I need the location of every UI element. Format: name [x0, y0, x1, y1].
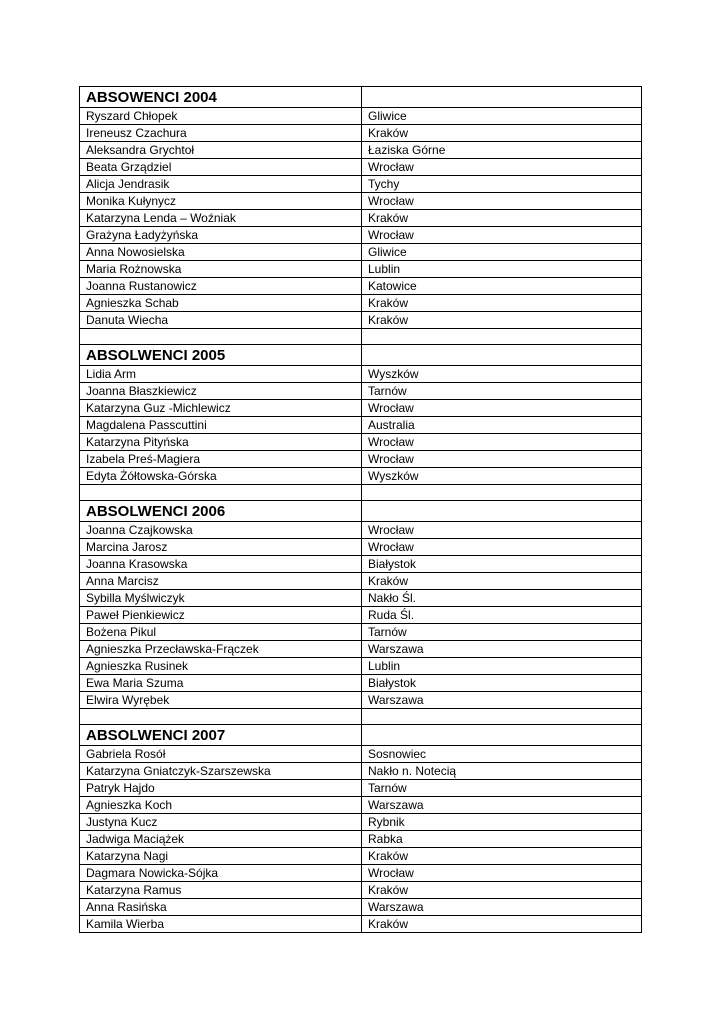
graduate-name: Monika Kułynycz: [80, 193, 362, 210]
table-row: [80, 468, 642, 485]
section-heading-row: [80, 725, 642, 746]
table-row: [80, 916, 642, 933]
graduate-name: Katarzyna Gniatczyk-Szarszewska: [80, 763, 362, 780]
graduate-city: Wrocław: [362, 193, 642, 210]
graduate-city: Wrocław: [362, 434, 642, 451]
graduate-city: Wrocław: [362, 227, 642, 244]
graduate-name: Agnieszka Przecławska-Frączek: [80, 641, 362, 658]
graduate-city: Warszawa: [362, 692, 642, 709]
table-row: [80, 658, 642, 675]
empty-cell: [80, 329, 362, 345]
graduate-city: Kraków: [362, 848, 642, 865]
empty-cell: [362, 709, 642, 725]
graduate-city: Warszawa: [362, 641, 642, 658]
table-row: [80, 227, 642, 244]
alumni-table-body: [80, 87, 642, 933]
empty-cell: [80, 709, 362, 725]
graduate-name: Gabriela Rosół: [80, 746, 362, 763]
graduate-city: Kraków: [362, 125, 642, 142]
table-row: [80, 675, 642, 692]
section-heading: ABSOLWENCI 2005: [80, 345, 362, 366]
table-row: [80, 848, 642, 865]
graduate-name: Anna Marcisz: [80, 573, 362, 590]
graduate-city: Wrocław: [362, 400, 642, 417]
table-row: [80, 899, 642, 916]
table-row: [80, 244, 642, 261]
table-row: [80, 295, 642, 312]
graduate-city: Ruda Śl.: [362, 607, 642, 624]
graduate-name: Marcina Jarosz: [80, 539, 362, 556]
table-row: [80, 746, 642, 763]
section-heading-empty-cell: [362, 725, 642, 746]
graduate-city: Nakło n. Notecią: [362, 763, 642, 780]
section-heading-row: [80, 345, 642, 366]
graduate-name: Agnieszka Schab: [80, 295, 362, 312]
graduate-name: Maria Rożnowska: [80, 261, 362, 278]
graduate-name: Aleksandra Grychtoł: [80, 142, 362, 159]
table-row: [80, 125, 642, 142]
graduate-city: Tarnów: [362, 624, 642, 641]
graduate-name: Kamila Wierba: [80, 916, 362, 933]
graduate-name: Ryszard Chłopek: [80, 108, 362, 125]
graduate-name: Jadwiga Maciążek: [80, 831, 362, 848]
table-row: [80, 607, 642, 624]
table-row: [80, 780, 642, 797]
graduate-name: Justyna Kucz: [80, 814, 362, 831]
section-heading-row: [80, 501, 642, 522]
graduate-name: Bożena Pikul: [80, 624, 362, 641]
table-row: [80, 278, 642, 295]
table-row: [80, 865, 642, 882]
graduate-name: Joanna Krasowska: [80, 556, 362, 573]
section-heading-empty-cell: [362, 345, 642, 366]
graduate-name: Magdalena Passcuttini: [80, 417, 362, 434]
empty-cell: [362, 329, 642, 345]
graduate-city: Kraków: [362, 312, 642, 329]
table-row: [80, 451, 642, 468]
graduate-city: Wyszków: [362, 468, 642, 485]
graduate-name: Anna Nowosielska: [80, 244, 362, 261]
graduate-city: Białystok: [362, 675, 642, 692]
section-heading: ABSOLWENCI 2007: [80, 725, 362, 746]
graduate-city: Kraków: [362, 882, 642, 899]
graduate-name: Izabela Preś-Magiera: [80, 451, 362, 468]
graduate-city: Wrocław: [362, 539, 642, 556]
table-row: [80, 831, 642, 848]
table-row: [80, 539, 642, 556]
graduate-name: Katarzyna Lenda – Woźniak: [80, 210, 362, 227]
table-row: [80, 590, 642, 607]
table-row: [80, 383, 642, 400]
graduate-name: Katarzyna Guz -Michlewicz: [80, 400, 362, 417]
graduate-city: Wrocław: [362, 522, 642, 539]
graduate-city: Łaziska Górne: [362, 142, 642, 159]
graduate-city: Tarnów: [362, 780, 642, 797]
graduate-name: Elwira Wyrębek: [80, 692, 362, 709]
graduate-city: Sosnowiec: [362, 746, 642, 763]
empty-cell: [362, 485, 642, 501]
table-row: [80, 400, 642, 417]
table-row: [80, 556, 642, 573]
graduate-name: Sybilla Myślwiczyk: [80, 590, 362, 607]
table-row: [80, 814, 642, 831]
graduate-city: Białystok: [362, 556, 642, 573]
graduate-city: Wyszków: [362, 366, 642, 383]
section-heading: ABSOLWENCI 2006: [80, 501, 362, 522]
table-row: [80, 108, 642, 125]
table-row: [80, 193, 642, 210]
graduate-city: Wrocław: [362, 451, 642, 468]
table-row: [80, 210, 642, 227]
graduate-city: Rybnik: [362, 814, 642, 831]
spacer-row: [80, 709, 642, 725]
graduate-city: Australia: [362, 417, 642, 434]
graduate-city: Lublin: [362, 261, 642, 278]
graduate-city: Kraków: [362, 210, 642, 227]
graduate-name: Paweł Pienkiewicz: [80, 607, 362, 624]
table-row: [80, 434, 642, 451]
graduate-city: Katowice: [362, 278, 642, 295]
graduate-name: Alicja Jendrasik: [80, 176, 362, 193]
spacer-row: [80, 485, 642, 501]
graduate-city: Wrocław: [362, 865, 642, 882]
table-row: [80, 641, 642, 658]
section-heading-row: [80, 87, 642, 108]
graduate-name: Ireneusz Czachura: [80, 125, 362, 142]
alumni-table: [79, 86, 642, 933]
graduate-city: Gliwice: [362, 108, 642, 125]
empty-cell: [80, 485, 362, 501]
graduate-name: Beata Grządziel: [80, 159, 362, 176]
graduate-city: Gliwice: [362, 244, 642, 261]
table-row: [80, 882, 642, 899]
table-row: [80, 763, 642, 780]
graduate-name: Anna Rasińska: [80, 899, 362, 916]
table-row: [80, 692, 642, 709]
graduate-city: Wrocław: [362, 159, 642, 176]
graduate-name: Joanna Czajkowska: [80, 522, 362, 539]
graduate-city: Tychy: [362, 176, 642, 193]
graduate-name: Joanna Rustanowicz: [80, 278, 362, 295]
graduate-city: Kraków: [362, 295, 642, 312]
section-heading: ABSOWENCI 2004: [80, 87, 362, 108]
graduate-name: Agnieszka Rusinek: [80, 658, 362, 675]
graduate-name: Danuta Wiecha: [80, 312, 362, 329]
graduate-city: Tarnów: [362, 383, 642, 400]
spacer-row: [80, 329, 642, 345]
graduate-name: Edyta Żółtowska-Górska: [80, 468, 362, 485]
table-row: [80, 366, 642, 383]
graduate-city: Warszawa: [362, 797, 642, 814]
table-row: [80, 159, 642, 176]
section-heading-empty-cell: [362, 501, 642, 522]
table-row: [80, 522, 642, 539]
table-row: [80, 417, 642, 434]
graduate-city: Warszawa: [362, 899, 642, 916]
table-row: [80, 573, 642, 590]
table-row: [80, 797, 642, 814]
graduate-name: Dagmara Nowicka-Sójka: [80, 865, 362, 882]
graduate-name: Lidia Arm: [80, 366, 362, 383]
table-row: [80, 624, 642, 641]
graduate-city: Nakło Śl.: [362, 590, 642, 607]
graduate-name: Katarzyna Nagi: [80, 848, 362, 865]
graduate-city: Lublin: [362, 658, 642, 675]
graduate-name: Katarzyna Pityńska: [80, 434, 362, 451]
table-row: [80, 261, 642, 278]
graduate-name: Joanna Błaszkiewicz: [80, 383, 362, 400]
graduate-name: Grażyna Ładyżyńska: [80, 227, 362, 244]
table-row: [80, 312, 642, 329]
table-row: [80, 142, 642, 159]
graduate-name: Ewa Maria Szuma: [80, 675, 362, 692]
graduate-name: Agnieszka Koch: [80, 797, 362, 814]
table-row: [80, 176, 642, 193]
graduate-name: Katarzyna Ramus: [80, 882, 362, 899]
graduate-name: Patryk Hajdo: [80, 780, 362, 797]
section-heading-empty-cell: [362, 87, 642, 108]
graduate-city: Kraków: [362, 916, 642, 933]
graduate-city: Rabka: [362, 831, 642, 848]
graduate-city: Kraków: [362, 573, 642, 590]
